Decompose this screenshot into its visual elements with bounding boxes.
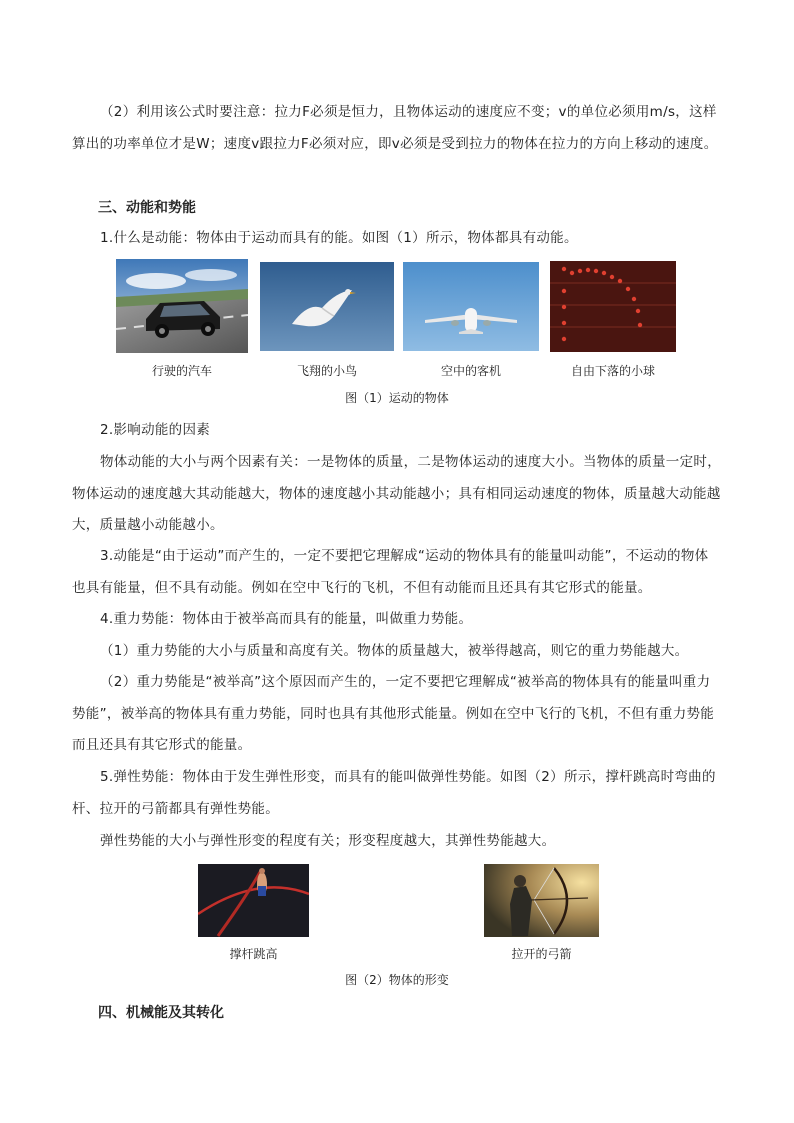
caption-falling-ball: 自由下落的小球 (570, 364, 655, 378)
drawn-bow-image (484, 864, 599, 937)
point3-paragraph: 3.动能是“由于运动”而产生的，一定不要把它理解成“运动的物体具有的能量叫动能”，不运动的物体也具有能量，但不具有动能。例如在空中飞行的飞机，不但有动能而且还具有其它形式的能量。 (72, 548, 709, 596)
airliner-image (403, 262, 539, 351)
figure1-title: 图（1）运动的物体 (345, 391, 449, 405)
pole-vault-image (198, 864, 309, 937)
section-heading-mechanical-energy: 四、机械能及其转化 (98, 1005, 224, 1021)
caption-airliner: 空中的客机 (440, 364, 501, 378)
caption-drawn-bow: 拉开的弓箭 (511, 947, 572, 961)
power-note-paragraph: （2）利用该公式时要注意：拉力F必须是恒力，且物体运动的速度应不变；v的单位必须用m/s，这样算出的功率单位才是W；速度v跟拉力F必须对应，即v必须是受到拉力的物体在拉力的方向上移动的速度。 (72, 104, 718, 152)
moving-car-image (116, 259, 248, 353)
flying-bird-image (260, 262, 394, 351)
kinetic-definition: 1.什么是动能：物体由于运动而具有的能。如图（1）所示，物体都具有动能。 (100, 230, 578, 246)
point4-sub1: （1）重力势能的大小与质量和高度有关。物体的质量越大，被举得越高，则它的重力势能越大。 (100, 643, 689, 659)
factors-paragraph: 物体动能的大小与两个因素有关：一是物体的质量，二是物体运动的速度大小。当物体的质量一定时，物体运动的速度越大其动能越大，物体的速度越小其动能越小；具有相同运动速度的物体，质量越大动能越大，质量越小动能越小。 (72, 454, 721, 533)
elastic-paragraph: 弹性势能的大小与弹性形变的程度有关；形变程度越大，其弹性势能越大。 (100, 833, 556, 849)
caption-car: 行驶的汽车 (151, 364, 212, 378)
figure2-title: 图（2）物体的形变 (345, 973, 449, 987)
point4-sub2: （2）重力势能是“被举高”这个原因而产生的，一定不要把它理解成“被举高的物体具有的能量叫重力势能”，被举高的物体具有重力势能，同时也具有其他形式能量。例如在空中飞行的飞机，不但有重力势能而且还具有其它形式的能量。 (72, 674, 715, 753)
caption-bird: 飞翔的小鸟 (296, 364, 357, 378)
falling-ball-image (550, 261, 676, 352)
section-heading-kinetic-potential: 三、动能和势能 (98, 200, 196, 216)
point5-paragraph: 5.弹性势能：物体由于发生弹性形变，而具有的能叫做弹性势能。如图（2）所示，撑杆跳高时弯曲的杆、拉开的弓箭都具有弹性势能。 (72, 769, 716, 817)
point4-paragraph: 4.重力势能：物体由于被举高而具有的能量，叫做重力势能。 (100, 611, 473, 627)
factors-title: 2.影响动能的因素 (100, 422, 211, 438)
caption-pole-vault: 撑杆跳高 (229, 947, 278, 961)
